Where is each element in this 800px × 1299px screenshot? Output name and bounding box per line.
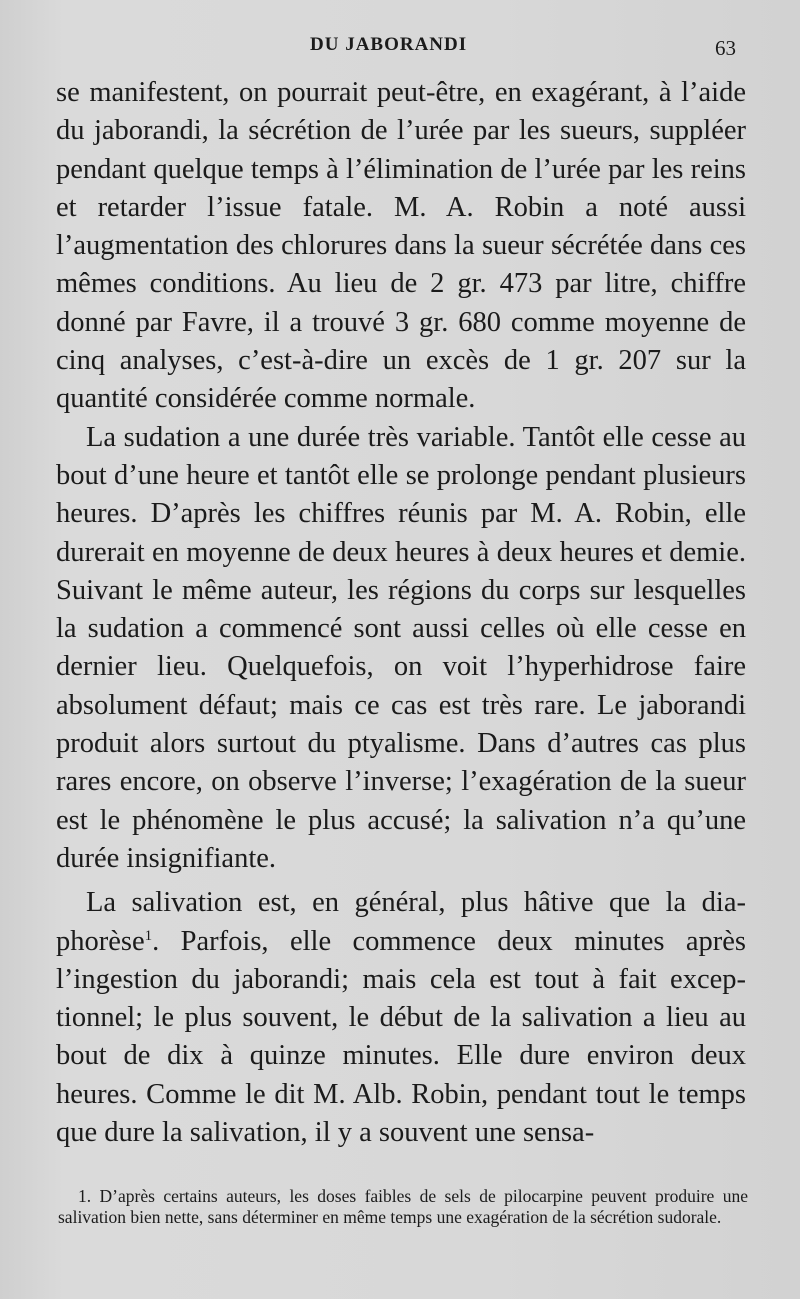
paragraph-3-start: La salivation est, en général, plus hâtive que la diaphorèse: [56, 887, 746, 957]
paragraph-2: La sudation a une durée très variable. Tantôt elle cesse au bout d’une heure et tantôt elle se prolonge pendant plusieurs heures. D’après les chiffres réunis par M. A. Robin, elle durerait en moyenne de deux heures à deux heures et demie. Suivant le même auteur, les régions du corps sur lesquelles la sudation a commencé sont aussi celles où elle cesse en dernier lieu. Quelquefois, on voit l’hyperhidrose faire absolument défaut; mais ce cas est très rare. Le jaborandi produit alors surtout du ptyalisme. Dans d’autres cas plus rares encore, on observe l’inverse; l’exagération de la sueur est le phénomène le plus accusé; la salivation n’a qu’une durée insignifiante.: [56, 421, 746, 874]
paragraph-1: se manifestent, on pourrait peut-être, en exagérant, à l’aide du jaborandi, la sécrétion de l’urée par les sueurs, suppléer pendant quelque temps à l’élimination de l’urée par les reins et retarder l’issue fatale. M. A. Robin a noté aussi l’augmentation des chlorures dans la sueur sécrétée dans ces mêmes conditions. Au lieu de 2 gr. 473 par litre, chiffre donné par Favre, il a trouvé 3 gr. 680 comme moyenne de cinq analyses, c’est-à-dire un excès de 1 gr. 207 sur la quantité considérée comme normale.: [56, 77, 746, 415]
page-header: [0, 34, 800, 60]
footnote-text: . D’après certains auteurs, les doses faibles de sels de pilocarpine peuvent produire une salivation bien nette, sans déterminer en même temps une exagération de la sécrétion sudorale.: [58, 1186, 748, 1227]
page-number: 63: [715, 36, 736, 60]
footnote-1: [58, 1186, 748, 1228]
body-text: [56, 74, 746, 1152]
footnote: [58, 1186, 748, 1228]
paragraph-3-rest: . Parfois, elle commence deux minutes après l’ingestion du jaborandi; mais cela est tout à fait exceptionnel; le plus souvent, le début de la salivation a lieu au bout de dix à quinze minutes. Elle dure environ deux heures. Comme le dit M. Alb. Robin, pendant tout le temps que dure la salivation, il y a souvent une sensa-: [56, 925, 746, 1149]
running-title: DU JABORANDI: [310, 34, 468, 55]
paragraph-3: [56, 884, 746, 1152]
footnote-reference[interactable]: 1: [144, 927, 153, 944]
footnote-number: 1: [78, 1186, 87, 1206]
